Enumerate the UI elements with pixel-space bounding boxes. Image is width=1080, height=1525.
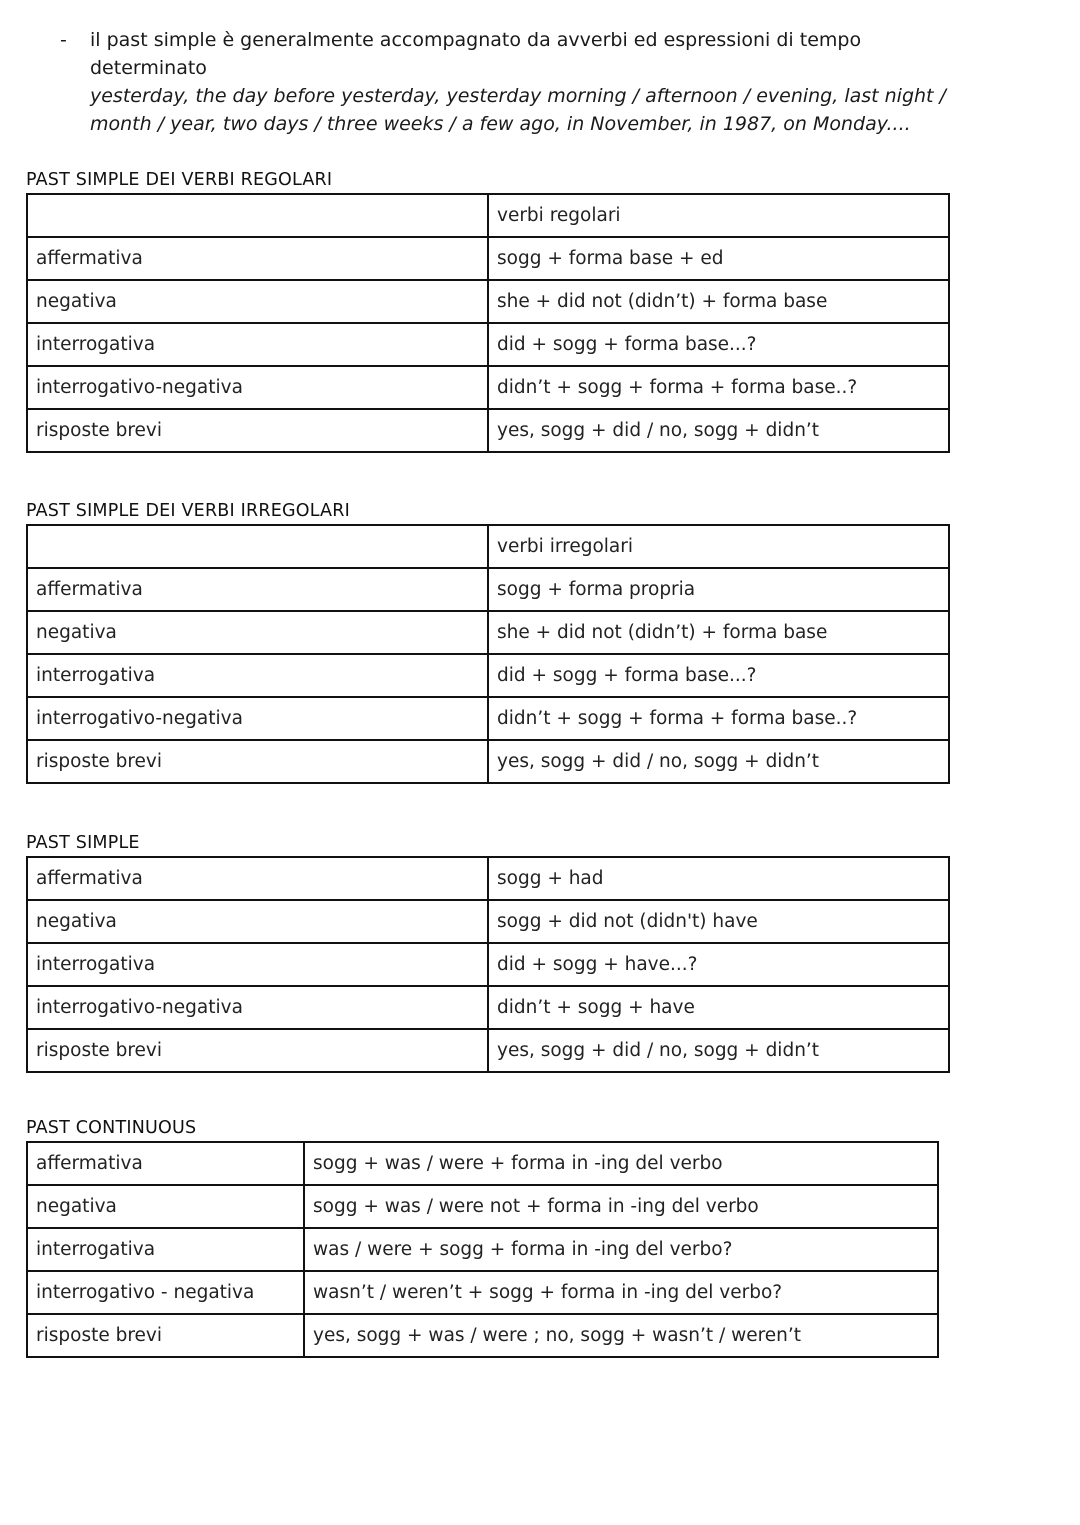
form-label: negativa — [27, 611, 488, 654]
form-rule: didn’t + sogg + forma + forma base..? — [488, 366, 949, 409]
form-rule: yes, sogg + did / no, sogg + didn’t — [488, 740, 949, 783]
form-rule: didn’t + sogg + have — [488, 986, 949, 1029]
header-cell: verbi irregolari — [488, 525, 949, 568]
form-label: interrogativo-negativa — [27, 986, 488, 1029]
form-rule: she + did not (didn’t) + forma base — [488, 280, 949, 323]
form-rule: didn’t + sogg + forma + forma base..? — [488, 697, 949, 740]
irregular-verbs-table — [26, 524, 950, 784]
form-rule: did + sogg + forma base...? — [488, 654, 949, 697]
table-row — [27, 740, 949, 783]
form-rule: sogg + forma base + ed — [488, 237, 949, 280]
section-irregular-verbs — [26, 498, 950, 784]
form-label: interrogativo - negativa — [27, 1271, 304, 1314]
form-label: negativa — [27, 900, 488, 943]
section-regular-verbs — [26, 167, 950, 453]
section-title: PAST SIMPLE DEI VERBI REGOLARI — [26, 170, 333, 190]
section-title: PAST SIMPLE DEI VERBI IRREGOLARI — [26, 501, 350, 521]
intro-examples-line-1: yesterday, the day before yesterday, yesterday morning / afternoon / evening, last night / — [90, 85, 946, 107]
form-label: affermativa — [27, 568, 488, 611]
form-label: interrogativa — [27, 943, 488, 986]
past-simple-have-table — [26, 856, 950, 1073]
intro-line-1: il past simple è generalmente accompagnato da avverbi ed espressioni di tempo — [90, 29, 862, 51]
header-cell — [27, 525, 488, 568]
table-row — [27, 986, 949, 1029]
form-rule: did + sogg + forma base...? — [488, 323, 949, 366]
form-label: risposte brevi — [27, 409, 488, 452]
table-header-row — [27, 194, 949, 237]
table-row — [27, 1228, 938, 1271]
regular-verbs-table — [26, 193, 950, 453]
form-label: risposte brevi — [27, 740, 488, 783]
form-label: interrogativa — [27, 654, 488, 697]
table-row — [27, 1142, 938, 1185]
table-row — [27, 857, 949, 900]
form-label: negativa — [27, 280, 488, 323]
section-past-continuous — [26, 1115, 939, 1358]
form-label: interrogativo-negativa — [27, 366, 488, 409]
form-label: interrogativa — [27, 1228, 304, 1271]
table-row — [27, 280, 949, 323]
form-label: affermativa — [27, 1142, 304, 1185]
table-row — [27, 1271, 938, 1314]
table-row — [27, 366, 949, 409]
table-row — [27, 900, 949, 943]
table-row — [27, 943, 949, 986]
table-row — [27, 323, 949, 366]
table-row — [27, 654, 949, 697]
form-label: interrogativa — [27, 323, 488, 366]
section-title: PAST SIMPLE — [26, 833, 140, 853]
form-label: risposte brevi — [27, 1029, 488, 1072]
form-rule: she + did not (didn’t) + forma base — [488, 611, 949, 654]
table-row — [27, 611, 949, 654]
form-rule: sogg + did not (didn't) have — [488, 900, 949, 943]
table-row — [27, 237, 949, 280]
form-label: affermativa — [27, 237, 488, 280]
form-rule: was / were + sogg + forma in -ing del verbo? — [304, 1228, 938, 1271]
form-rule: sogg + forma propria — [488, 568, 949, 611]
form-rule: yes, sogg + did / no, sogg + didn’t — [488, 409, 949, 452]
form-rule: wasn’t / weren’t + sogg + forma in -ing del verbo? — [304, 1271, 938, 1314]
table-row — [27, 1314, 938, 1357]
table-row — [27, 409, 949, 452]
header-cell — [27, 194, 488, 237]
section-title: PAST CONTINUOUS — [26, 1118, 197, 1138]
table-row — [27, 697, 949, 740]
bullet-dash: - — [60, 29, 67, 51]
form-rule: did + sogg + have...? — [488, 943, 949, 986]
form-rule: sogg + was / were not + forma in -ing del verbo — [304, 1185, 938, 1228]
intro-line-2: determinato — [90, 57, 207, 79]
section-past-simple-have — [26, 830, 950, 1073]
form-rule: yes, sogg + did / no, sogg + didn’t — [488, 1029, 949, 1072]
form-rule: yes, sogg + was / were ; no, sogg + wasn’t / weren’t — [304, 1314, 938, 1357]
table-row — [27, 1029, 949, 1072]
form-rule: sogg + was / were + forma in -ing del verbo — [304, 1142, 938, 1185]
form-label: affermativa — [27, 857, 488, 900]
form-label: interrogativo-negativa — [27, 697, 488, 740]
form-rule: sogg + had — [488, 857, 949, 900]
form-label: negativa — [27, 1185, 304, 1228]
intro-note — [60, 26, 960, 138]
header-cell: verbi regolari — [488, 194, 949, 237]
intro-examples-line-2: month / year, two days / three weeks / a few ago, in November, in 1987, on Monday.... — [90, 113, 911, 135]
past-continuous-table — [26, 1141, 939, 1358]
table-row — [27, 568, 949, 611]
table-row — [27, 1185, 938, 1228]
form-label: risposte brevi — [27, 1314, 304, 1357]
table-header-row — [27, 525, 949, 568]
